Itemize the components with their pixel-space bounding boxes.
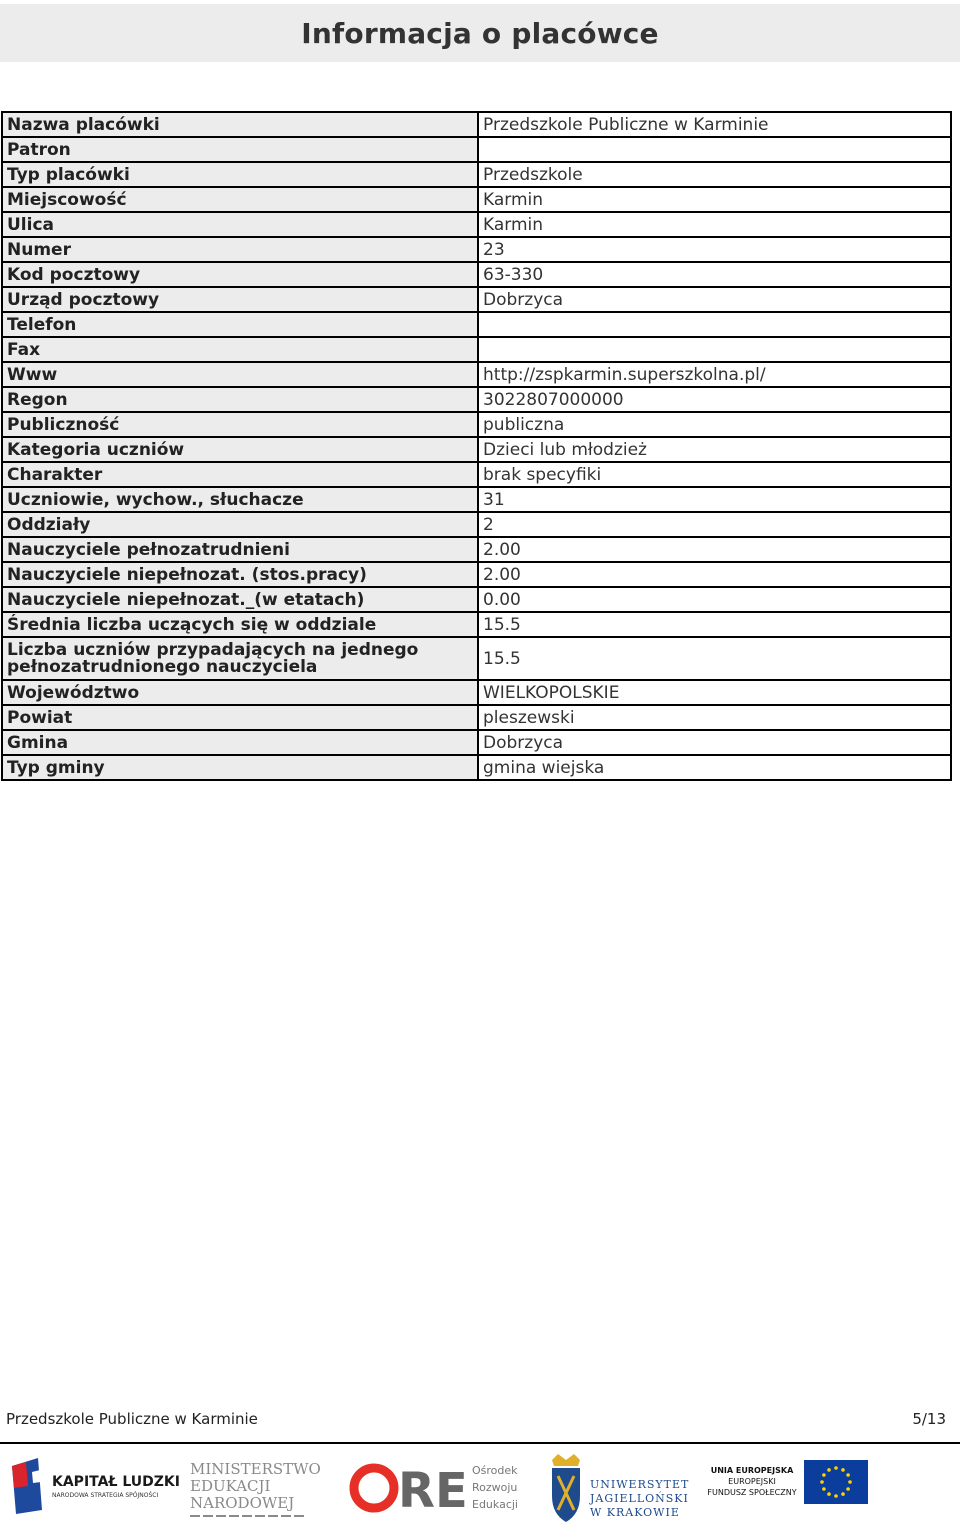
eu-star-icon: [827, 1468, 831, 1472]
table-row: [2, 462, 951, 487]
table-row: [2, 137, 951, 162]
row-label: Typ placówki: [2, 162, 478, 187]
row-value: 2.00: [478, 537, 951, 562]
row-value: 63-330: [478, 262, 951, 287]
row-label: Województwo: [2, 680, 478, 705]
ore-logo: [350, 1452, 530, 1528]
eu-star-icon: [846, 1487, 850, 1491]
row-label: Urząd pocztowy: [2, 287, 478, 312]
row-value: 0.00: [478, 587, 951, 612]
uj-crest-icon: [548, 1452, 584, 1528]
row-label: Kod pocztowy: [2, 262, 478, 287]
row-value: 15.5: [478, 612, 951, 637]
row-label: Gmina: [2, 730, 478, 755]
row-label: Typ gminy: [2, 755, 478, 780]
row-label: Nauczyciele pełnozatrudnieni: [2, 537, 478, 562]
table-row: [2, 287, 951, 312]
table-row: [2, 262, 951, 287]
kapital-ludzki-subtitle: NARODOWA STRATEGIA SPÓJNOŚCI: [52, 1492, 159, 1499]
eu-star-icon: [846, 1473, 850, 1477]
row-value: [478, 312, 951, 337]
row-label: Numer: [2, 237, 478, 262]
men-line3: NARODOWEJ: [190, 1494, 295, 1512]
title-bar: [0, 4, 960, 62]
kapital-ludzki-emblem-icon: [8, 1452, 178, 1528]
row-label: Telefon: [2, 312, 478, 337]
row-label: Charakter: [2, 462, 478, 487]
row-value: [478, 137, 951, 162]
eu-star-icon: [820, 1480, 824, 1484]
row-value: 2: [478, 512, 951, 537]
eu-star-icon: [841, 1468, 845, 1472]
row-label: Publiczność: [2, 412, 478, 437]
row-value: Karmin: [478, 212, 951, 237]
row-label: Www: [2, 362, 478, 387]
ore-line1: Ośrodek: [472, 1464, 518, 1477]
row-value: 15.5: [478, 637, 951, 680]
table-row: [2, 112, 951, 137]
eu-line2: EUROPEJSKI: [728, 1477, 776, 1486]
ore-line3: Edukacji: [472, 1498, 518, 1511]
footer-divider: [0, 1442, 960, 1444]
eu-star-icon: [834, 1466, 838, 1470]
eu-star-icon: [827, 1492, 831, 1496]
eu-line1: UNIA EUROPEJSKA: [710, 1466, 794, 1475]
table-row: [2, 637, 951, 680]
table-row: [2, 387, 951, 412]
row-label: Kategoria uczniów: [2, 437, 478, 462]
table-row: [2, 212, 951, 237]
row-value: WIELKOPOLSKIE: [478, 680, 951, 705]
table-row: [2, 237, 951, 262]
row-value: http://zspkarmin.superszkolna.pl/: [478, 362, 951, 387]
table-row: [2, 412, 951, 437]
table-row: [2, 162, 951, 187]
row-label: Fax: [2, 337, 478, 362]
row-value: 2.00: [478, 562, 951, 587]
men-underline-icon: [188, 1452, 318, 1528]
table-row: [2, 337, 951, 362]
info-table: [1, 111, 952, 781]
table-row: [2, 755, 951, 780]
row-label: Patron: [2, 137, 478, 162]
kapital-ludzki-name: KAPITAŁ LUDZKI: [52, 1474, 180, 1490]
row-label: Oddziały: [2, 512, 478, 537]
table-row: [2, 705, 951, 730]
eu-flag-icon: [804, 1460, 868, 1504]
row-value: pleszewski: [478, 705, 951, 730]
row-label: Liczba uczniów przypadających na jednego pełnozatrudnionego nauczyciela: [2, 637, 478, 680]
table-row: [2, 562, 951, 587]
row-label: Nauczyciele niepełnozat. (stos.pracy): [2, 562, 478, 587]
men-line2: EDUKACJI: [190, 1477, 271, 1495]
footer-school-name: Przedszkole Publiczne w Karminie: [6, 1410, 258, 1428]
row-value: [478, 337, 951, 362]
eu-star-icon: [848, 1480, 852, 1484]
table-row: [2, 730, 951, 755]
row-value: Dzieci lub młodzież: [478, 437, 951, 462]
row-label: Średnia liczba uczących się w oddziale: [2, 612, 478, 637]
uj-logo: [548, 1452, 688, 1528]
eu-logo: [706, 1452, 876, 1528]
table-row: [2, 312, 951, 337]
men-logo: [188, 1452, 321, 1528]
table-row: [2, 362, 951, 387]
row-label: Regon: [2, 387, 478, 412]
row-value: Dobrzyca: [478, 287, 951, 312]
row-value: Dobrzyca: [478, 730, 951, 755]
eu-star-icon: [841, 1492, 845, 1496]
footer-page-number: 5/13: [912, 1410, 946, 1428]
uj-line1: UNIWERSYTET: [590, 1478, 690, 1491]
row-value: publiczna: [478, 412, 951, 437]
page-footer: [6, 1410, 946, 1432]
eu-star-icon: [822, 1487, 826, 1491]
row-value: 3022807000000: [478, 387, 951, 412]
table-row: [2, 437, 951, 462]
row-value: brak specyfiki: [478, 462, 951, 487]
logo-strip: [0, 1452, 960, 1528]
row-value: Karmin: [478, 187, 951, 212]
row-label: Powiat: [2, 705, 478, 730]
row-label: Ulica: [2, 212, 478, 237]
eu-star-icon: [822, 1473, 826, 1477]
row-value: Przedszkole Publiczne w Karminie: [478, 112, 951, 137]
eu-star-icon: [834, 1494, 838, 1498]
row-value: gmina wiejska: [478, 755, 951, 780]
page-title: Informacja o placówce: [301, 16, 659, 50]
ore-line2: Rozwoju: [472, 1481, 518, 1494]
uj-line3: W KRAKOWIE: [590, 1506, 680, 1519]
table-row: [2, 187, 951, 212]
eu-line3: FUNDUSZ SPOŁECZNY: [707, 1488, 797, 1497]
row-label: Nauczyciele niepełnozat._(w etatach): [2, 587, 478, 612]
row-value: 23: [478, 237, 951, 262]
table-row: [2, 512, 951, 537]
row-value: Przedszkole: [478, 162, 951, 187]
row-value: 31: [478, 487, 951, 512]
table-row: [2, 612, 951, 637]
row-label: Nazwa placówki: [2, 112, 478, 137]
table-row: [2, 587, 951, 612]
table-row: [2, 537, 951, 562]
ore-mark-icon: [350, 1452, 468, 1528]
table-row: [2, 487, 951, 512]
kapital-ludzki-logo: [8, 1452, 178, 1528]
row-label: Uczniowie, wychow., słuchacze: [2, 487, 478, 512]
uj-line2: JAGIELLOŃSKI: [590, 1492, 689, 1505]
row-label: Miejscowość: [2, 187, 478, 212]
table-row: [2, 680, 951, 705]
svg-text:RE: RE: [398, 1463, 468, 1519]
men-line1: MINISTERSTWO: [190, 1460, 321, 1478]
